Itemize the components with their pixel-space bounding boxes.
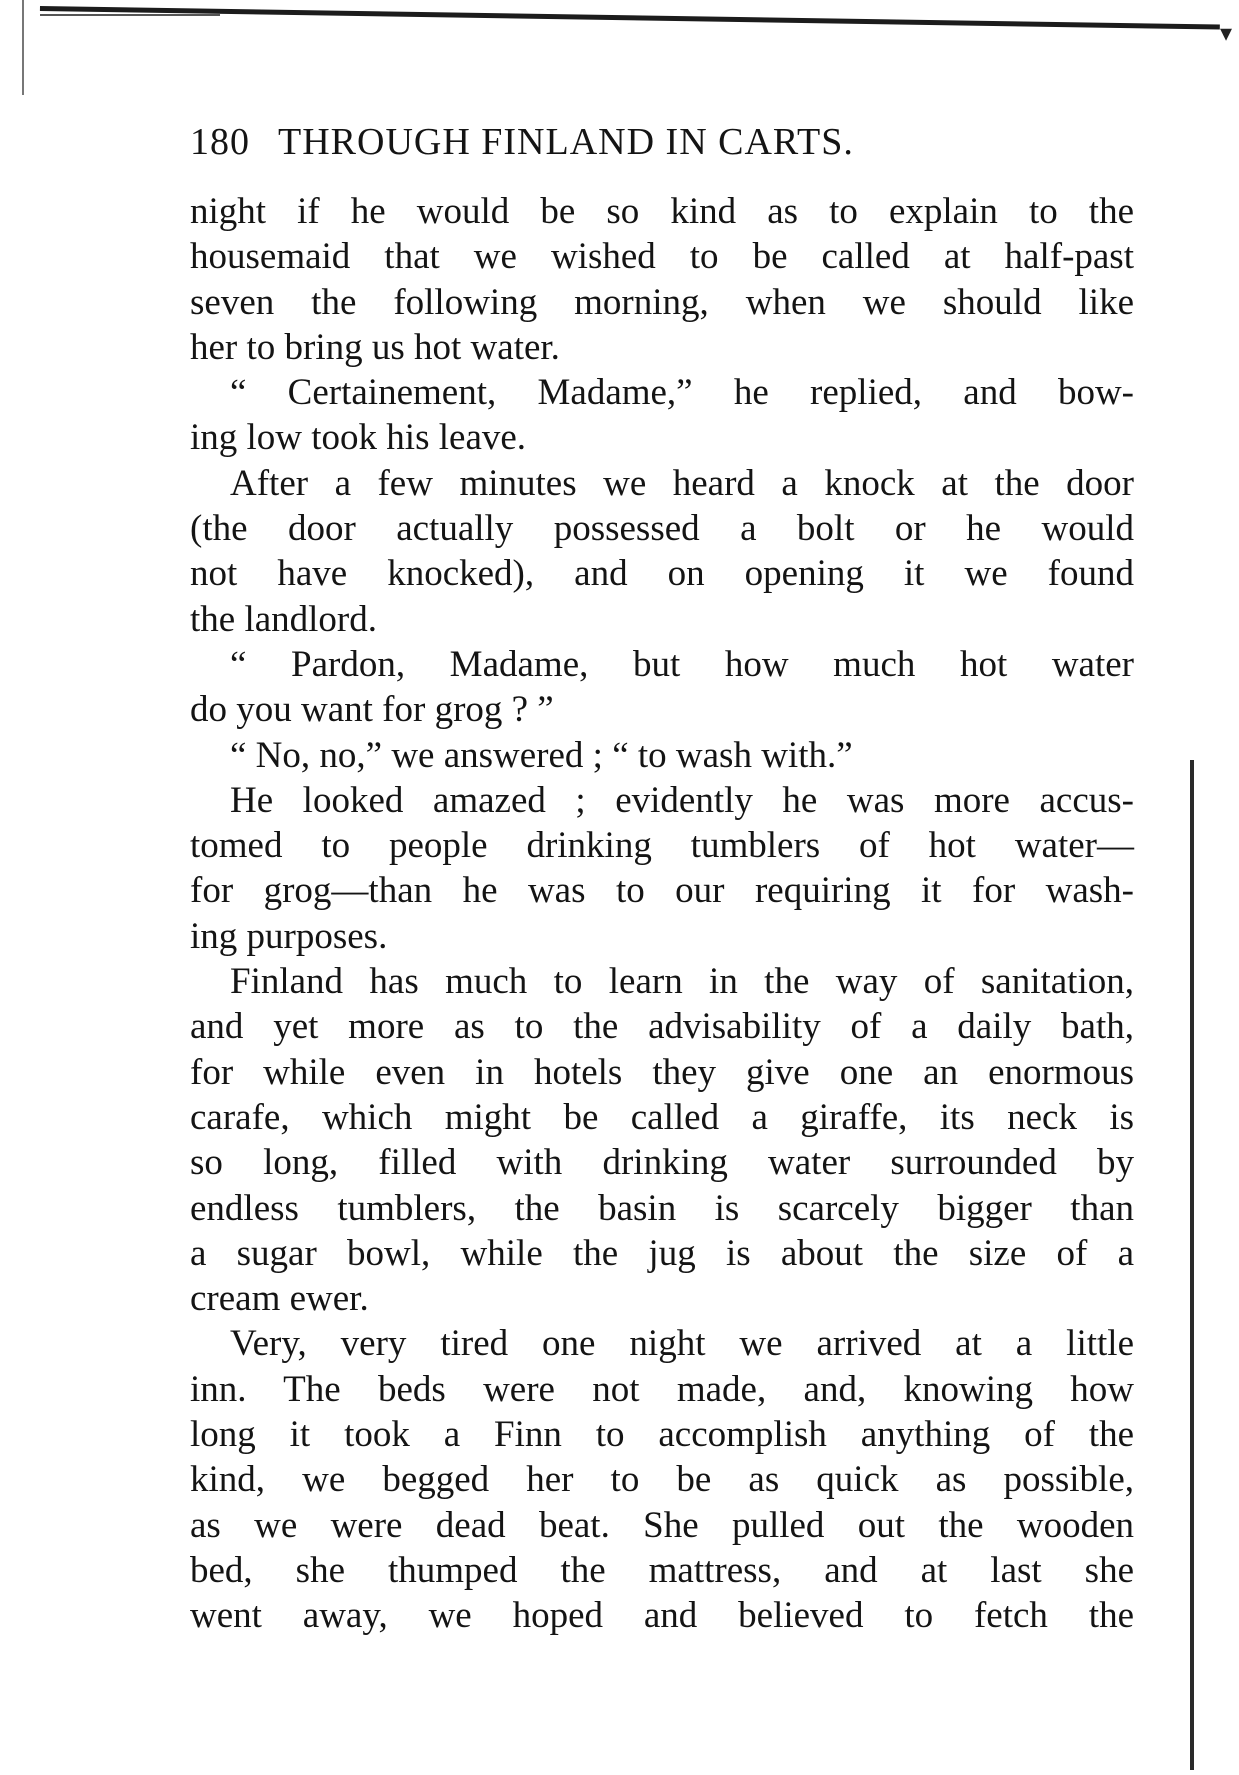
text-line: long it took a Finn to accomplish anything of the [190,1414,1134,1456]
text-line: housemaid that we wished to be called at half-past [190,236,1134,278]
text-line: “ Certainement, Madame,” he replied, and bow- [230,372,1134,414]
text-line: a sugar bowl, while the jug is about the size of a [190,1232,1134,1274]
text-line: for while even in hotels they give one an enormous [190,1051,1134,1093]
text-line: endless tumblers, the basin is scarcely bigger than [190,1187,1134,1229]
text-line: bed, she thumped the mattress, and at last she [190,1549,1134,1591]
text-line: Finland has much to learn in the way of sanitation, [230,961,1134,1003]
right-page-edge [1190,760,1194,1770]
text-line: her to bring us hot water. [190,326,560,368]
page-number: 180 [190,121,250,163]
text-line: “ No, no,” we answered ; “ to wash with.” [230,734,853,776]
text-line: “ Pardon, Madame, but how much hot water [230,643,1134,685]
text-line: and yet more as to the advisability of a daily bath, [190,1006,1134,1048]
text-line: seven the following morning, when we should like [190,281,1134,323]
text-line: night if he would be so kind as to explain to the [190,191,1134,232]
text-line: He looked amazed ; evidently he was more accus- [230,779,1134,821]
text-line: tomed to people drinking tumblers of hot water— [190,825,1134,867]
text-line: not have knocked), and on opening it we found [190,553,1134,595]
top-rule [40,6,1220,30]
text-line: went away, we hoped and believed to fetch the [190,1595,1134,1637]
corner-mark: ▾ [1220,21,1233,47]
text-line: cream ewer. [190,1278,369,1320]
text-line: do you want for grog ? ” [190,689,554,731]
text-line: Very, very tired one night we arrived at a little [230,1323,1134,1365]
text-line: ing purposes. [190,915,388,957]
top-rule-thin [40,14,220,16]
text-line: so long, filled with drinking water surrounded by [190,1142,1134,1184]
text-line: ing low took his leave. [190,417,527,459]
text-line: as we were dead beat. She pulled out the wooden [190,1504,1134,1546]
text-line: inn. The beds were not made, and, knowing how [190,1368,1134,1410]
text-line: (the door actually possessed a bolt or he would [190,508,1134,550]
text-line: kind, we begged her to be as quick as possible, [190,1459,1134,1501]
text-line: for grog—than he was to our requiring it for wash- [190,870,1134,912]
page-header [190,120,1020,164]
text-line: After a few minutes we heard a knock at the door [230,462,1134,504]
text-body [190,189,1134,1639]
left-page-edge [22,0,24,95]
text-line: carafe, which might be called a giraffe, its neck is [190,1096,1134,1138]
text-line: the landlord. [190,598,378,640]
running-title: THROUGH FINLAND IN CARTS. [278,121,854,163]
